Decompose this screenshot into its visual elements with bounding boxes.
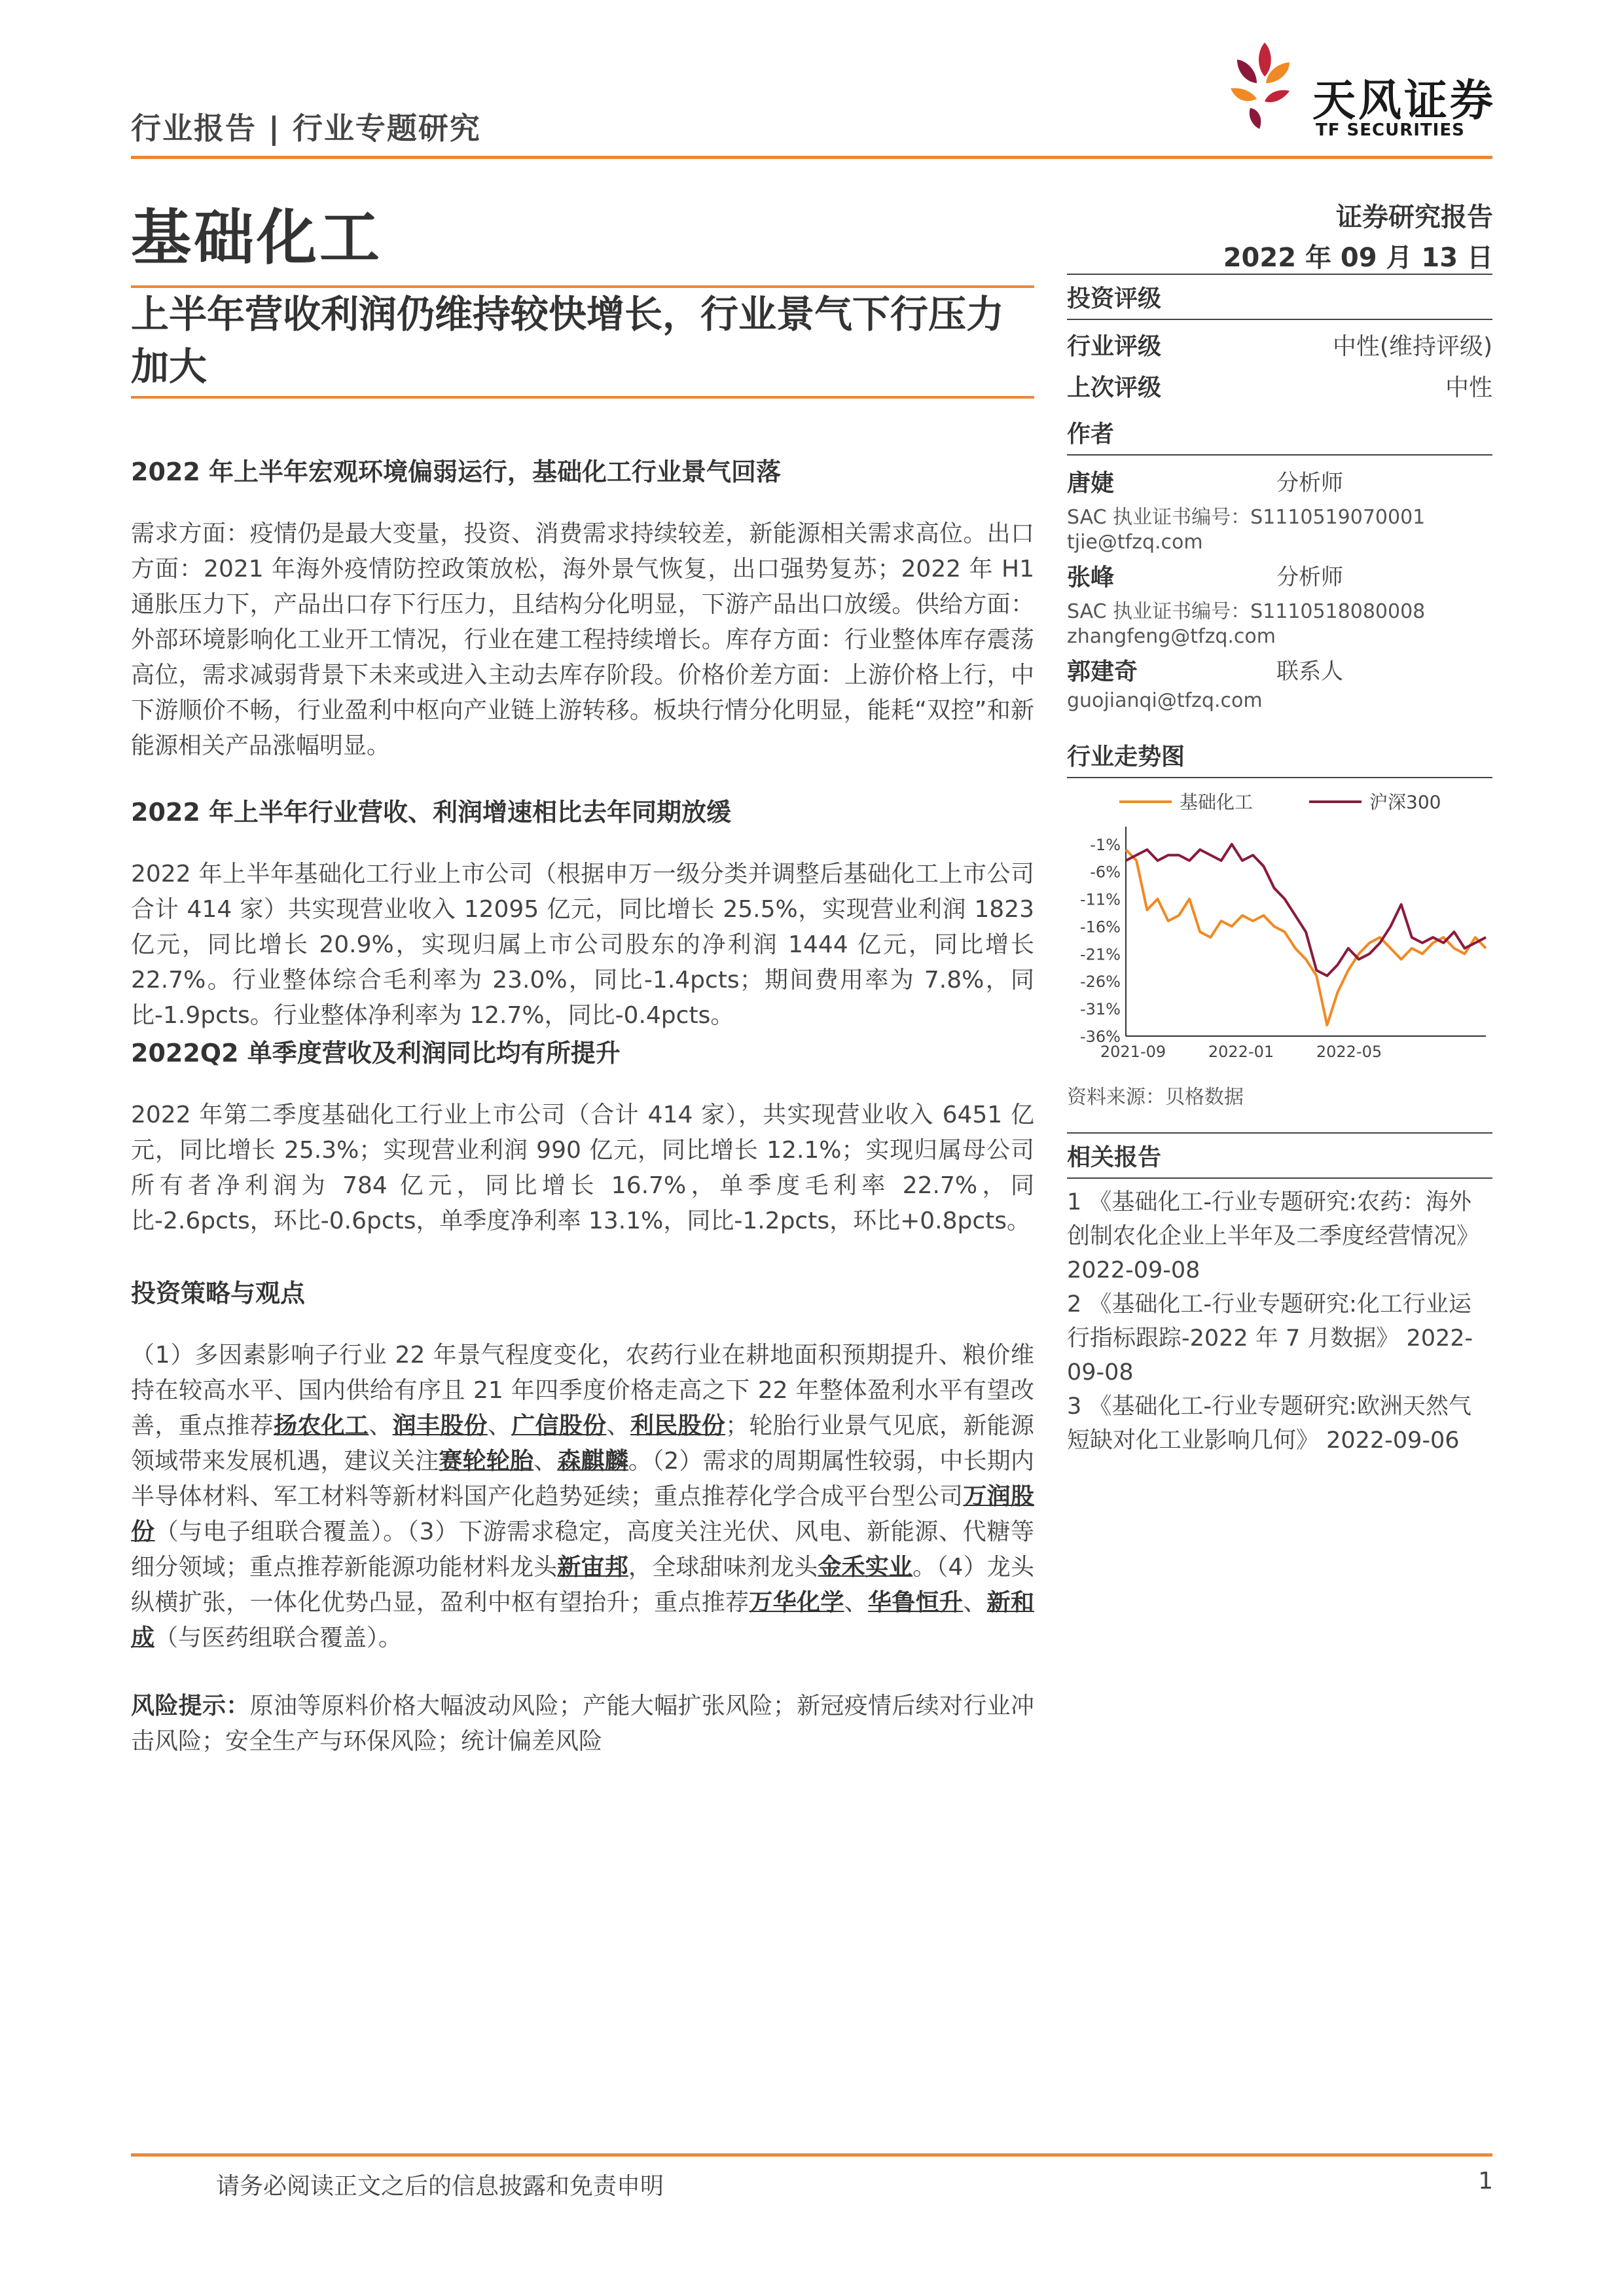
- text-span: 、: [844, 1589, 868, 1616]
- y-tick-label: -6%: [1090, 863, 1121, 882]
- section-body: 需求方面：疫情仍是最大变量，投资、消费需求持续较差，新能源相关需求高位。出口方面：2021 年海外疫情防控政策放松，海外景气恢复，出口强势复苏；2022 年 H1 通胀压力下，产品出口存下行压力，且结构分化明显，下游产品出口放缓。供给方面：外部环境影响化工业开工情况，行业在建工程持续增长。库存方面：行业整体库存震荡高位，需求减弱背景下未来或进入主动去库存阶段。价格价差方面：上游价格上行，中下游顺价不畅，行业盈利中枢向产业链上游转移。板块行情分化明显，能耗“双控”和新能源相关产品涨幅明显。: [131, 520, 1034, 759]
- rating-row: [1067, 369, 1492, 403]
- strategy-section: [131, 1273, 1034, 1656]
- stock-link[interactable]: 万华化学: [749, 1589, 844, 1616]
- text-span: 、: [606, 1412, 630, 1439]
- section-heading: 2022 年上半年行业营收、利润增速相比去年同期放缓: [131, 798, 731, 827]
- chart-source: 资料来源：贝格数据: [1067, 1086, 1244, 1109]
- authors-box: [1067, 416, 1492, 712]
- trend-heading: 行业走势图: [1067, 744, 1185, 770]
- stock-link[interactable]: 广信股份: [511, 1412, 607, 1439]
- text-span: 、: [369, 1412, 393, 1439]
- author-entry: [1067, 653, 1492, 687]
- author-name: 唐婕: [1067, 470, 1115, 497]
- logo-subtitle: TF SECURITIES: [1316, 120, 1465, 140]
- text-span: ；轮胎行业景气见底，新能源领域带来发展机遇，建议关注: [131, 1412, 1034, 1475]
- related-item[interactable]: 2 《基础化工-行业专题研究:化工行业运行指标跟踪-2022 年 7 月数据》 2022-09-08: [1067, 1291, 1473, 1386]
- section-2: [131, 792, 1034, 1033]
- report-category: 行业报告 | 行业专题研究: [131, 111, 481, 146]
- series-line: [1126, 844, 1486, 976]
- text-span: 、: [487, 1412, 512, 1439]
- risk-label: 风险提示：: [131, 1693, 250, 1719]
- related-box: [1067, 1132, 1492, 1458]
- related-item[interactable]: 3 《基础化工-行业专题研究:欧洲天然气短缺对化工业影响几何》 2022-09-06: [1067, 1393, 1471, 1454]
- authors-heading: 作者: [1067, 421, 1115, 448]
- headline: 上半年营收利润仍维持较快增长，行业景气下行压力加大: [131, 292, 1005, 389]
- stock-link[interactable]: 万润股份: [131, 1483, 1034, 1545]
- text-span: （与电子组联合覆盖）。（3）下游需求稳定，高度关注光伏、风电、新能源、代糖等细分领域；重点推荐新能源功能材料龙头: [131, 1518, 1034, 1581]
- risk-body: 原油等原料价格大幅波动风险；产能大幅扩张风险；新冠疫情后续对行业冲击风险；安全生产与环保风险；统计偏差风险: [131, 1693, 1034, 1755]
- author-role: 分析师: [1276, 470, 1343, 496]
- stock-link[interactable]: 金禾实业: [818, 1554, 913, 1581]
- related-item[interactable]: 1 《基础化工-行业专题研究:农药：海外创制农化企业上半年及二季度经营情况》 2022-09-08: [1067, 1189, 1480, 1283]
- author-entry: [1067, 559, 1492, 592]
- author-email[interactable]: tjie@tfzq.com: [1067, 531, 1203, 554]
- stock-link[interactable]: 新宙邦: [557, 1554, 628, 1581]
- text-span: 。（4）龙头纵横扩张，一体化优势凸显，盈利中枢有望抬升；重点推荐: [131, 1554, 1034, 1616]
- y-tick-label: -11%: [1079, 890, 1121, 909]
- rating-value: 中性: [1445, 374, 1492, 401]
- report-date: 2022 年 09 月 13 日: [1223, 243, 1493, 273]
- text-span: 、: [533, 1448, 558, 1475]
- related-heading: 相关报告: [1067, 1144, 1162, 1171]
- x-tick-label: 2022-01: [1208, 1043, 1274, 1061]
- section-body: 2022 年第二季度基础化工行业上市公司（合计 414 家），共实现营业收入 6451 亿元，同比增长 25.3%；实现营业利润 990 亿元，同比增长 12.1%；实现归属母公司所有者净利润为 784 亿元，同比增长 16.7%，单季度毛利率 22.7%，同比-2.6pcts，环比-0.6pcts，单季度净利率 13.1%，同比-1.2pcts，环比+0.8pcts。: [131, 1102, 1034, 1234]
- author-email[interactable]: guojianqi@tfzq.com: [1067, 689, 1263, 712]
- x-tick-label: 2022-05: [1316, 1043, 1382, 1061]
- text-span: （1）多因素影响子行业 22 年景气程度变化，农药行业在耕地面积预期提升、粮价维持在较高水平、国内供给有序且 21 年四季度价格走高之下 22 年整体盈利水平有望改善，重点推荐: [131, 1342, 1034, 1439]
- section-heading: 2022Q2 单季度营收及利润同比均有所提升: [131, 1039, 621, 1067]
- rating-divider: [1067, 319, 1492, 320]
- legend-label: 基础化工: [1180, 791, 1254, 813]
- author-cert: SAC 执业证书编号：S1110518080008: [1067, 600, 1426, 623]
- header-divider: [131, 156, 1492, 159]
- logo-flower-icon: [1204, 36, 1316, 154]
- legend-label: 沪深300: [1369, 791, 1441, 813]
- rating-top-rule: [1067, 274, 1492, 275]
- author-cert: SAC 执业证书编号：S1110519070001: [1067, 506, 1426, 529]
- y-tick-label: -31%: [1079, 1000, 1121, 1019]
- page-number: 1: [1478, 2168, 1493, 2195]
- y-tick-label: -1%: [1090, 835, 1121, 854]
- stock-link[interactable]: 润丰股份: [392, 1412, 488, 1439]
- industry-title: 基础化工: [131, 203, 383, 273]
- risk-section: [131, 1689, 1034, 1759]
- trend-divider: [1067, 777, 1492, 778]
- section-body: 2022 年上半年基础化工行业上市公司（根据申万一级分类并调整后基础化工上市公司合计 414 家）共实现营业收入 12095 亿元，同比增长 25.5%，实现营业利润 1823 亿元，同比增长 20.9%，实现归属上市公司股东的净利润 1444 亿元，同比增长 22.7%。行业整体综合毛利率为 23.0%，同比-1.4pcts；期间费用率为 7.8%，同比-1.9pcts。行业整体净利率为 12.7%，同比-0.4pcts。: [131, 861, 1034, 1029]
- y-tick-label: -21%: [1079, 945, 1121, 964]
- rating-heading: 投资评级: [1067, 285, 1162, 312]
- section-heading: 投资策略与观点: [131, 1279, 306, 1308]
- text-span: ，全球甜味剂龙头: [628, 1554, 818, 1581]
- rating-row: [1067, 328, 1492, 361]
- section-1: [131, 452, 1034, 764]
- y-tick-label: -36%: [1079, 1028, 1121, 1046]
- rating-label: 上次评级: [1067, 374, 1162, 401]
- headline-bottom-rule: [131, 396, 1034, 399]
- text-span: （与医药组联合覆盖）。: [154, 1624, 403, 1651]
- authors-divider: [1067, 454, 1492, 456]
- author-name: 张峰: [1067, 564, 1115, 591]
- author-role: 分析师: [1276, 564, 1343, 590]
- author-name: 郭建奇: [1067, 658, 1138, 685]
- stock-link[interactable]: 华鲁恒升: [868, 1589, 964, 1616]
- rating-box: [1067, 274, 1492, 403]
- risk-text: [131, 1689, 1034, 1759]
- author-email[interactable]: zhangfeng@tfzq.com: [1067, 625, 1276, 648]
- text-span: 。（2）需求的周期属性较弱，中长期内半导体材料、军工材料等新材料国产化趋势延续；重点推荐化学合成平台型公司: [131, 1448, 1034, 1510]
- strategy-body: [131, 1338, 1034, 1656]
- section-3: [131, 1033, 1034, 1239]
- logo-name: 天风证券: [1312, 75, 1496, 126]
- related-top-rule: [1067, 1132, 1492, 1134]
- rating-value: 中性(维持评级): [1332, 333, 1492, 360]
- author-role: 联系人: [1276, 658, 1343, 685]
- report-type: 证券研究报告: [1336, 202, 1493, 232]
- footer-divider: [131, 2153, 1492, 2157]
- trend-chart: [1067, 787, 1492, 1062]
- footer-disclaimer: 请务必阅读正文之后的信息披露和免责申明: [216, 2173, 664, 2200]
- rating-label: 行业评级: [1067, 333, 1162, 360]
- y-tick-label: -26%: [1079, 973, 1121, 992]
- stock-link[interactable]: 扬农化工: [273, 1412, 369, 1439]
- stock-link[interactable]: 森麒麟: [557, 1448, 628, 1475]
- stock-link[interactable]: 新和成: [131, 1589, 1034, 1651]
- text-span: 、: [963, 1589, 987, 1616]
- x-tick-label: 2021-09: [1100, 1043, 1166, 1061]
- related-divider: [1067, 1177, 1492, 1179]
- y-tick-label: -16%: [1079, 918, 1121, 937]
- section-heading: 2022 年上半年宏观环境偏弱运行，基础化工行业景气回落: [131, 457, 781, 486]
- stock-link[interactable]: 利民股份: [630, 1412, 726, 1439]
- stock-link[interactable]: 赛轮轮胎: [439, 1448, 534, 1475]
- trend-box: [1067, 738, 1492, 1109]
- author-entry: [1067, 465, 1492, 498]
